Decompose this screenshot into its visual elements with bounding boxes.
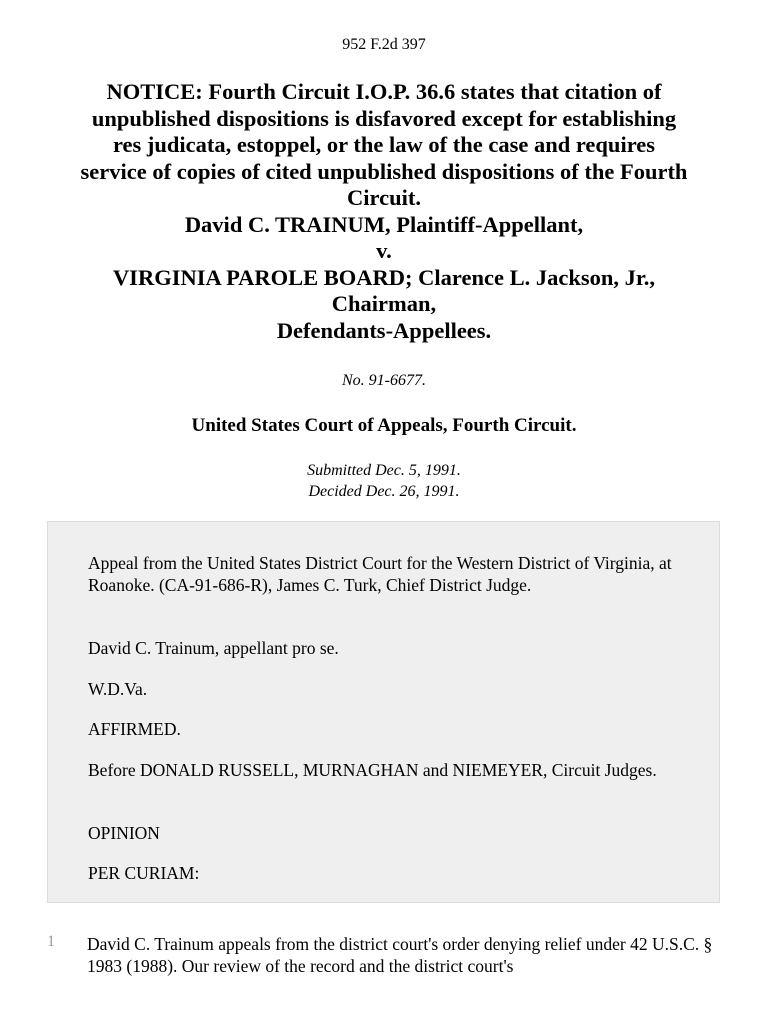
district-abbrev: W.D.Va.: [88, 679, 148, 699]
notice-line: service of copies of cited unpublished dispositions of the Fourth: [80, 158, 688, 184]
counsel-text: David C. Trainum, appellant pro se.: [88, 638, 339, 658]
disposition-text: AFFIRMED.: [88, 719, 181, 739]
notice-line: res judicata, estoppel, or the law of the case and requires: [112, 132, 656, 157]
decided-date: Decided Dec. 26, 1991.: [308, 483, 460, 500]
notice-line: Circuit.: [347, 185, 421, 210]
defendants-line: VIRGINIA PAROLE BOARD; Clarence L. Jackson, Jr.,: [112, 264, 656, 290]
case-summary-box: [47, 521, 720, 903]
panel-text: Before DONALD RUSSELL, MURNAGHAN and NIEMEYER, Circuit Judges.: [88, 760, 657, 780]
court-name: United States Court of Appeals, Fourth Circuit.: [191, 415, 577, 436]
notice-line: unpublished dispositions is disfavored except for establishing: [91, 105, 677, 131]
paragraph-text: David C. Trainum appeals from the district court's order denying relief under 42 U.S.C. § 1983 (1988). Our review of the record and the district court's: [87, 934, 713, 976]
docket-number: No. 91-6677.: [342, 372, 426, 389]
versus-label: v.: [376, 238, 392, 263]
per-curiam-label: PER CURIAM:: [88, 863, 200, 883]
defendants-line: Defendants-Appellees.: [276, 317, 492, 343]
notice-line: NOTICE: Fourth Circuit I.O.P. 36.6 states that citation of: [106, 79, 662, 104]
appeal-from-text: Appeal from the United States District Court for the Western District of Virginia, at Roanoke. (CA-91-686-R), James C. Turk, Chief District Judge.: [88, 553, 672, 595]
defendants-line: Chairman,: [331, 291, 437, 316]
plaintiff-name: David C. TRAINUM, Plaintiff-Appellant,: [184, 211, 584, 237]
decision-dates: [0, 460, 768, 502]
opinion-label: OPINION: [88, 823, 160, 843]
reporter-citation: 952 F.2d 397: [342, 36, 426, 53]
paragraph-number: 1: [47, 933, 55, 950]
submitted-date: Submitted Dec. 5, 1991.: [307, 462, 461, 479]
case-caption: [0, 79, 768, 344]
opinion-paragraph: [0, 933, 768, 1024]
